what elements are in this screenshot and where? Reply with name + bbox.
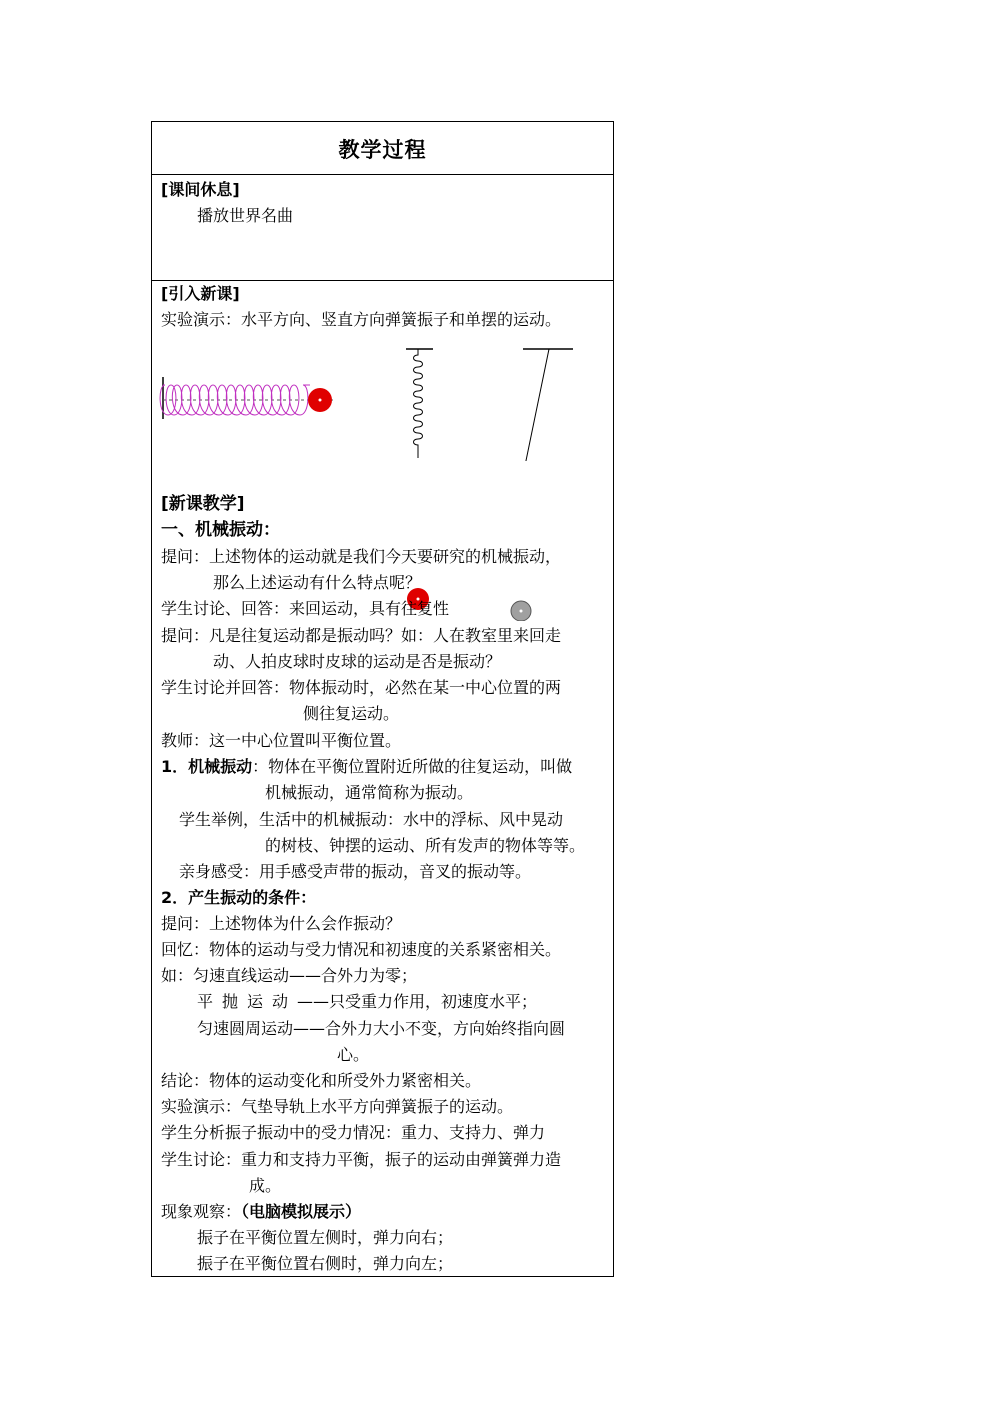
question1-line2: 那么上述运动有什么特点呢？ [213,573,422,592]
part2-heading: 2．产生振动的条件： [161,888,317,907]
definition1-line1 [161,756,572,778]
conclusion-line: 结论：物体的运动变化和所受外力紧密相关。 [161,1071,482,1090]
vertical-spring [414,349,423,458]
question2-line1: 提问：凡是往复运动都是振动吗？如：人在教室里来回走 [161,626,562,645]
pendulum-string [521,349,549,461]
recall-line: 回忆：物体的运动与受力情况和初速度的关系紧密相关。 [161,940,562,959]
definition1-line2: 机械振动，通常简称为振动。 [265,783,474,802]
answer1: 学生讨论、回答：来回运动，具有往复性 [161,599,450,618]
vertical-spring-oscillator [406,349,433,458]
break-line: 播放世界名曲 [197,206,294,225]
answer2-line2: 侧往复运动。 [303,704,400,723]
example-circular-line1: 匀速圆周运动——合外力大小不变，方向始终指向圆 [197,1019,566,1038]
intro-line: 实验演示：水平方向、竖直方向弹簧振子和单摆的运动。 [161,310,562,329]
demo2-line: 实验演示：气垫导轨上水平方向弹簧振子的运动。 [161,1097,514,1116]
feel-line: 亲身感受：用手感受声带的振动，音叉的振动等。 [179,862,532,881]
horizontal-ball-center [319,399,322,402]
analysis-line: 学生分析振子振动中的受力情况：重力、支持力、弹力 [161,1123,546,1142]
projectile-label: 平抛运动 [197,992,298,1011]
example-circular-line2: 心。 [337,1045,370,1064]
observe-line [161,1201,361,1223]
title-row [152,122,613,175]
projectile-text: ——只受重力作用，初速度水平； [297,992,538,1011]
observation1: 振子在平衡位置左侧时，弹力向右； [197,1228,454,1247]
teaching-process-table [151,121,614,1277]
part1-heading: 一、机械振动： [161,520,280,540]
example-uniform-linear: 如：匀速直线运动——合外力为零； [161,966,418,985]
discussion-line1: 学生讨论：重力和支持力平衡，振子的运动由弹簧弹力造 [161,1150,562,1169]
definition1-label: 1．机械振动 [161,757,253,776]
pendulum-bob-center [520,610,523,613]
horizontal-spring-oscillator [160,377,333,419]
question2-line2: 动、人拍皮球时皮球的运动是否是振动？ [213,652,502,671]
example-line1: 学生举例，生活中的机械振动：水中的浮标、风中晃动 [179,810,564,829]
break-section [152,175,613,281]
observation2: 振子在平衡位置右侧时，弹力向左； [197,1254,454,1273]
page-title: 教学过程 [338,138,427,162]
question1-line1: 提问：上述物体的运动就是我们今天要研究的机械振动， [161,547,562,566]
observe-label: 现象观察： [161,1202,242,1221]
oscillator-figure [152,281,613,461]
question3: 提问：上述物体为什么会作振动？ [161,914,402,933]
definition1-text: ：物体在平衡位置附近所做的往复运动，叫做 [252,757,573,776]
new-lesson-heading: [新课教学] [161,494,245,514]
main-section [152,281,613,1276]
observe-bold: （电脑模拟展示） [241,1202,362,1221]
pendulum [521,349,573,461]
example-projectile [197,991,537,1013]
example-line2: 的树枝、钟摆的运动、所有发声的物体等等。 [265,836,586,855]
intro-heading: [引入新课] [161,284,240,303]
break-heading: [课间休息] [161,180,240,199]
teacher-line: 教师：这一中心位置叫平衡位置。 [161,731,402,750]
oscillator-figure-lower [152,461,613,621]
answer2-line1: 学生讨论并回答：物体振动时，必然在某一中心位置的两 [161,678,562,697]
discussion-line2: 成。 [249,1176,282,1195]
